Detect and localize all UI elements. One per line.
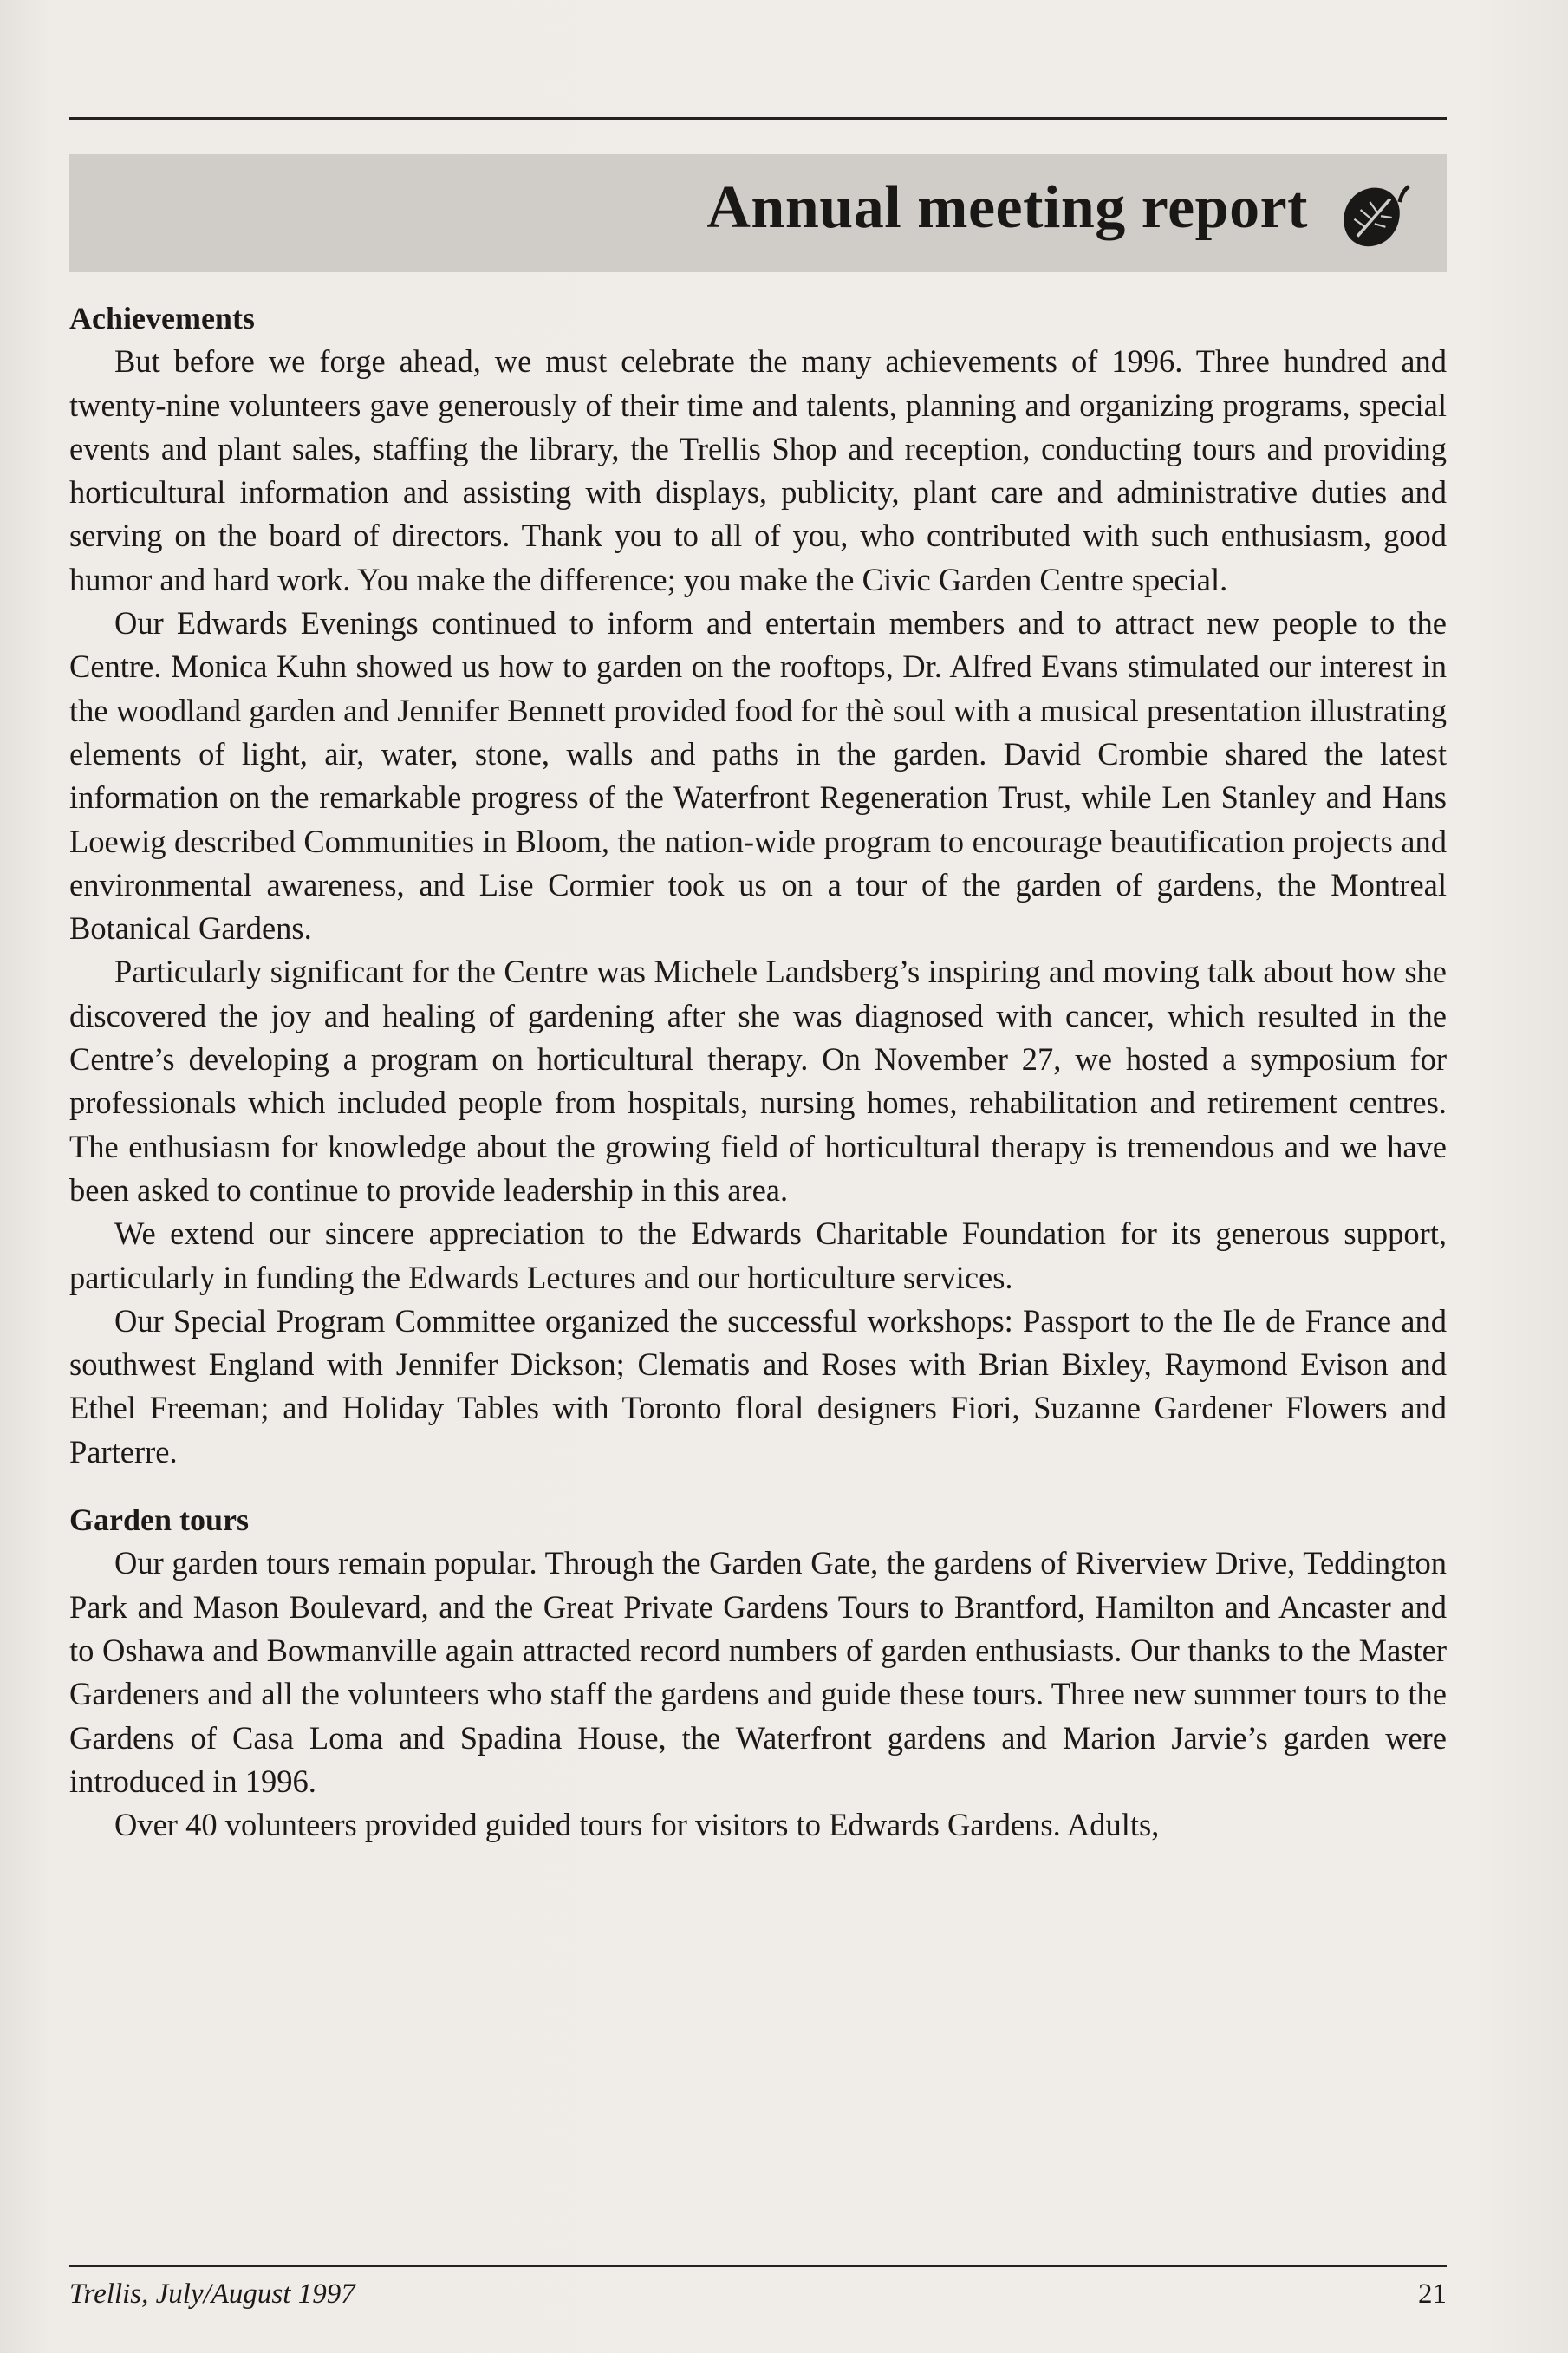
article-body xyxy=(69,297,1447,1847)
page-number: 21 xyxy=(1418,2278,1447,2310)
paragraph: Our Special Program Committee organized the successful workshops: Passport to the Ile de France and southwest England with Jennifer Dickson; Clematis and Roses with Brian Bixley, Raymond Evison and Ethel Freeman; and Holiday Tables with Toronto floral designers Fiori, Suzanne Gardener Flowers and Parterre. xyxy=(69,1302,1447,1470)
leaf-icon xyxy=(1334,179,1412,257)
paragraph: Our Edwards Evenings continued to inform and entertain members and to attract new people to the Centre. Monica Kuhn showed us how to garden on the rooftops, Dr. Alfred Evans stimulated our interest in the woodland garden and Jennifer Bennett provided food for thè soul with a musical presentation illustrating elements of light, air, water, stone, walls and paths in the garden. David Crombie shared the latest information on the remarkable progress of the Waterfront Regeneration Trust, while Len Stanley and Hans Loewig described Communities in Bloom, the nation-wide program to encourage beautification projects and environmental awareness, and Lise Cormier took us on a tour of the garden of gardens, the Montreal Botanical Gardens. xyxy=(69,605,1447,947)
section-heading-achievements: Achievements xyxy=(69,301,255,336)
page-title: Annual meeting report xyxy=(706,174,1308,241)
paragraph: Our garden tours remain popular. Through the Garden Gate, the gardens of Riverview Drive, Teddington Park and Mason Boulevard, and the Great Private Gardens Tours to Brantford, Hamilton and Ancaster and to Oshawa and Bowmanville again attracted record numbers of garden enthusiasts. Our thanks to the Master Gardeners and all the volunteers who staff the gardens and guide these tours. Three new summer tours to the Gardens of Casa Loma and Spadina House, the Waterfront gardens and Marion Jarvie’s garden were introduced in 1996. xyxy=(69,1545,1447,1799)
top-rule xyxy=(69,117,1447,120)
footer-publication: Trellis, July/August 1997 xyxy=(69,2278,355,2310)
paragraph: We extend our sincere appreciation to the Edwards Charitable Foundation for its generous support, particularly in funding the Edwards Lectures and our horticulture services. xyxy=(69,1216,1447,1295)
bottom-rule xyxy=(69,2265,1447,2267)
paragraph: But before we forge ahead, we must celebrate the many achievements of 1996. Three hundred and twenty-nine volunteers gave generously of their time and talents, planning and organizing programs, special events and plant sales, staffing the library, the Trellis Shop and reception, conducting tours and providing horticultural information and assisting with displays, publicity, plant care and administrative duties and serving on the board of directors. Thank you to all of you, who contributed with such enthusiasm, good humor and hard work. You make the difference; you make the Civic Garden Centre special. xyxy=(69,343,1447,597)
title-banner xyxy=(69,154,1447,272)
section-heading-garden-tours: Garden tours xyxy=(69,1502,249,1538)
paragraph: Particularly significant for the Centre was Michele Landsberg’s inspiring and moving talk about how she discovered the joy and healing of gardening after she was diagnosed with cancer, which resulted in the Centre’s developing a program on horticultural therapy. On November 27, we hosted a symposium for professionals which included people from hospitals, nursing homes, rehabilitation and retirement centres. The enthusiasm for knowledge about the growing field of horticultural therapy is tremendous and we have been asked to continue to provide leadership in this area. xyxy=(69,954,1447,1208)
paragraph: Over 40 volunteers provided guided tours for visitors to Edwards Gardens. Adults, xyxy=(114,1807,1160,1843)
